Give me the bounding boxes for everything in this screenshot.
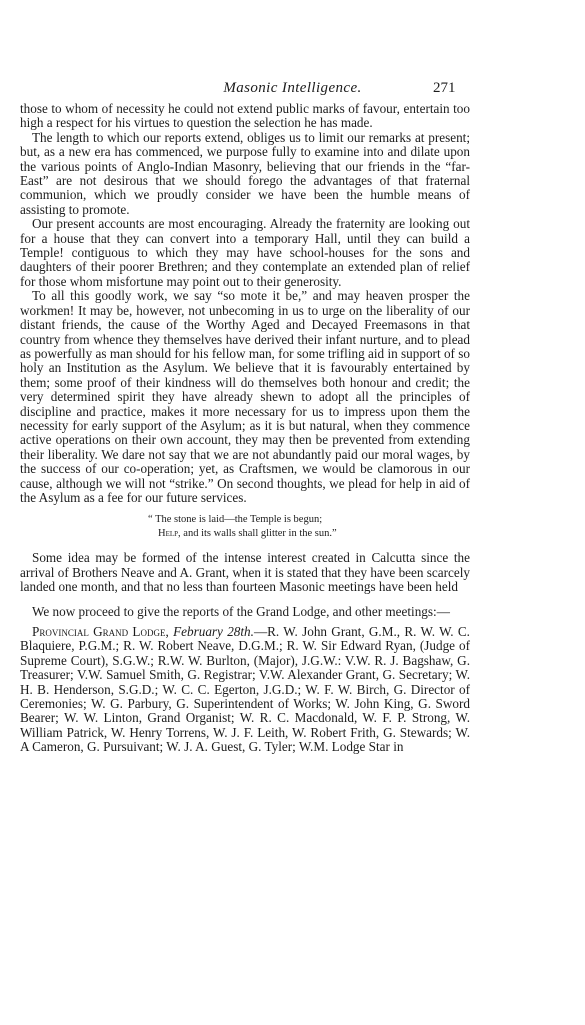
paragraph-continuation: those to whom of necessity he could not extend public marks of favour, entertain too high a respect for his virtues to question the selection he has made. bbox=[20, 101, 470, 131]
lodge-report-text: —R. W. John Grant, G.M., R. W. W. C. Blaquiere, P.G.M.; R. W. Robert Neave, D.G.M.; R. W. Sir Edward Ryan, (Judge of Supreme Court), S.G.W.; R.W. W. Burlton, (Major), J.G.W.: V.W. R. J. Bagshaw, G. Treasurer; V.W. Samuel Smith, G. Registrar; V.W. Alexander Grant, G. Secretary; W. H. B. Henderson, S.G.D.; W. C. C. Egerton, J.G.D.; W. F. W. Birch, G. Director of Ceremonies; W. G. Parbury, G. Superintendent of Works; W. John King, G. Sword Bearer; W. W. Linton, Grand Organist; W. R. C. Macdonald, W. F. P. Strong, W. William Patrick, W. Henry Torrens, W. J. F. Leith, W. Robert Frith, G. Stewards; W. A Cameron, G. Pursuivant; W. J. A. Guest, G. Tyler; W.M. Lodge Star in bbox=[20, 624, 470, 755]
verse-line-2-rest: and its walls shall glitter in the sun.” bbox=[180, 528, 337, 540]
lodge-report-heading: Provincial Grand Lodge, bbox=[32, 624, 169, 639]
paragraph-reports-length: The length to which our reports extend, obliges us to limit our remarks at present; but, as a new era has commenced, we purpose fully to examine into and dilate upon the various points of Anglo-Indian Masonry, believing that our friends in the “far-East” are not desirous that we should forego the advantages of that fraternal communion, which we proudly consider we have been the humble means of assisting to promote. bbox=[20, 129, 470, 217]
paragraph-proceed-reports: We now proceed to give the reports of the Grand Lodge, and other meetings:— bbox=[32, 603, 450, 619]
lodge-report-date: February 28th. bbox=[173, 624, 254, 639]
paragraph-calcutta-interest: Some idea may be formed of the intense interest created in Calcutta since the arrival of Brothers Neave and A. Grant, when it is stated that they have been scarcely landed one month, and that no less than fourteen Masonic meetings have been held bbox=[20, 550, 470, 595]
running-title: Masonic Intelligence. bbox=[223, 80, 362, 96]
verse-quotation bbox=[20, 513, 470, 541]
verse-line-1: “ The stone is laid—the Temple is begun; bbox=[148, 514, 323, 526]
article-body bbox=[20, 102, 470, 755]
verse-help-word: Help, bbox=[158, 528, 181, 540]
paragraph-goodly-work: To all this goodly work, we say “so mote it be,” and may heaven prosper the workmen! It may be, however, not unbecoming in us to urge on the liberality of our distant friends, the cause of the Worthy Aged and Decayed Freemasons in that country from whence they themselves have derived their infant nurture, and to plead as powerfully as man should for his fellow man, for some trifling aid in support of so holy an Institution as the Asylum. We believe that it is favourably entertained by them; some proof of their kindness will do themselves both honour and credit; the very determined spirit they have already shewn to adopt all the principles of discipline and practice, makes it more necessary for us to impress upon them the necessity for early support of the Asylum; as it is but natural, when they commence active operations on their own account, they may then be prevented from extending their liberality. We dare not say that we are not abundantly paid our moral wages, by the success of our co-operation; yet, as Craftsmen, we would be clamorous in our cause, although we will not “strike.” On second thoughts, we plead for help in aid of the Asylum as a fee for our future services. bbox=[20, 288, 470, 505]
paragraph-present-accounts: Our present accounts are most encouraging. Already the fraternity are looking out for a house that they can convert into a temporary Hall, until they can build a Temple! contiguous to which they may have school-houses for the sons and daughters of their poorer Brethren; and they contemplate an extended plan of relief for those whom misfortune may point out to their generosity. bbox=[20, 216, 470, 289]
page-number: 271 bbox=[433, 80, 456, 96]
paragraph-lodge-report bbox=[20, 625, 470, 755]
verse-line-2 bbox=[20, 527, 470, 541]
running-head bbox=[0, 78, 585, 98]
